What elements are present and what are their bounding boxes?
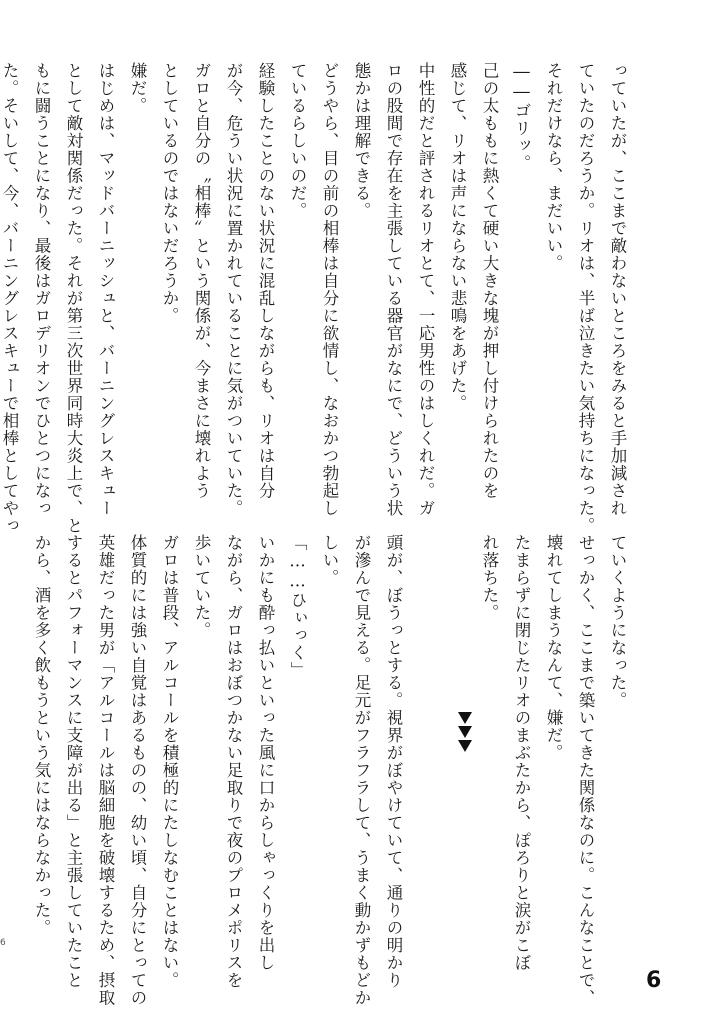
previous-page-number: 6: [0, 938, 6, 948]
text-line: ガロと自分の〝相棒〟という関係が、今まさに壊れよう: [192, 62, 211, 500]
text-line: ながら、ガロはおぼつかない足取りで夜のプロメポリスを: [224, 534, 243, 989]
text-line: っていたが、ここまで敵わないところをみると手加減され: [608, 62, 627, 517]
text-line: せっかく、ここまで築いてきた関係なのに。こんなことで、: [576, 534, 595, 1007]
text-line: から、酒を多く飲もうという気にはならなかった。: [32, 534, 51, 937]
text-line: ているらしいのだ。: [288, 62, 307, 220]
text-line: ガロは普段、アルコールを積極的にたしなむことはない。: [160, 534, 179, 989]
text-line: はじめは、マッドバーニッシュと、バーニングレスキュー: [96, 62, 115, 517]
text-line: しい。: [320, 534, 339, 587]
text-line: として敵対関係だった。それが第三次世界同時大炎上で、と: [64, 62, 83, 535]
scene-break-triangle-icon: [458, 740, 472, 752]
text-line: 頭が、ぼうっとする。視界がぼやけていて、通りの明かり: [384, 534, 403, 989]
text-line: 嫌だ。: [128, 62, 147, 115]
text-line: 英雄だった男が「アルコールは脳細胞を破壊するため、摂取: [96, 534, 115, 1007]
text-line: ていたのだろうか。リオは、半ば泣きたい気持ちになった。: [576, 62, 595, 535]
text-line: どうやら、目の前の相棒は自分に欲情し、なおかつ勃起し: [320, 62, 339, 517]
page-number: 6: [646, 968, 662, 993]
text-line: 歩いていた。: [192, 534, 211, 639]
upper-text-block: [0, 62, 633, 535]
text-line: たまらずに閉じたリオのまぶたから、ぽろりと涙がこぼ: [512, 534, 531, 972]
text-line: ロの股間で存在を主張している器官がなにで、どういう状: [384, 62, 403, 517]
lower-text-block: [32, 534, 633, 1007]
text-line: ――ゴリッ。: [512, 62, 531, 172]
text-line: としているのではないだろうか。: [160, 62, 179, 325]
text-line: するとパフォーマンスに支障が出る」と主張していたこと: [64, 534, 83, 989]
text-line: いかにも酔っ払いといった風に口からしゃっくりを出し: [256, 534, 275, 972]
text-line: 「……ひぃっく」: [288, 534, 307, 679]
text-line: 体質的には強い自覚はあるものの、幼い頃、自分にとっての: [128, 534, 147, 1007]
scene-break-markers: [452, 712, 478, 752]
text-line: れ落ちた。: [480, 534, 499, 622]
text-line: が滲んで見える。足元がフラフラして、うまく動かずもどか: [352, 534, 371, 1007]
text-line: 経験したことのない状況に混乱しながらも、リオは自分: [256, 62, 275, 500]
text-line: 感じて、リオは声にならない悲鳴をあげた。: [448, 62, 467, 412]
text-line: 己の太ももに熱くて硬い大きな塊が押し付けられたのを: [480, 62, 499, 500]
text-line: 壊れてしまうなんて、嫌だ。: [544, 534, 563, 762]
text-line: が今、危うい状況に置かれていることに気がついていた。: [224, 62, 243, 517]
scene-break-triangle-icon: [458, 726, 472, 738]
text-line: 中性的だと評されるリオとて、一応男性のはしくれだ。ガ: [416, 62, 435, 517]
text-line: それだけなら、まだいい。: [544, 62, 563, 272]
text-line: [409, 534, 441, 954]
text-line: ていくようになった。: [608, 534, 627, 709]
scene-break-triangle-icon: [458, 712, 472, 724]
text-line: 態かは理解できる。: [352, 62, 371, 220]
text-line: た。そいして、今、バーニングレスキューで相棒としてやっ: [0, 62, 19, 535]
text-line: もに闘うことになり、最後はガロデリオンでひとつになっ: [32, 62, 51, 517]
